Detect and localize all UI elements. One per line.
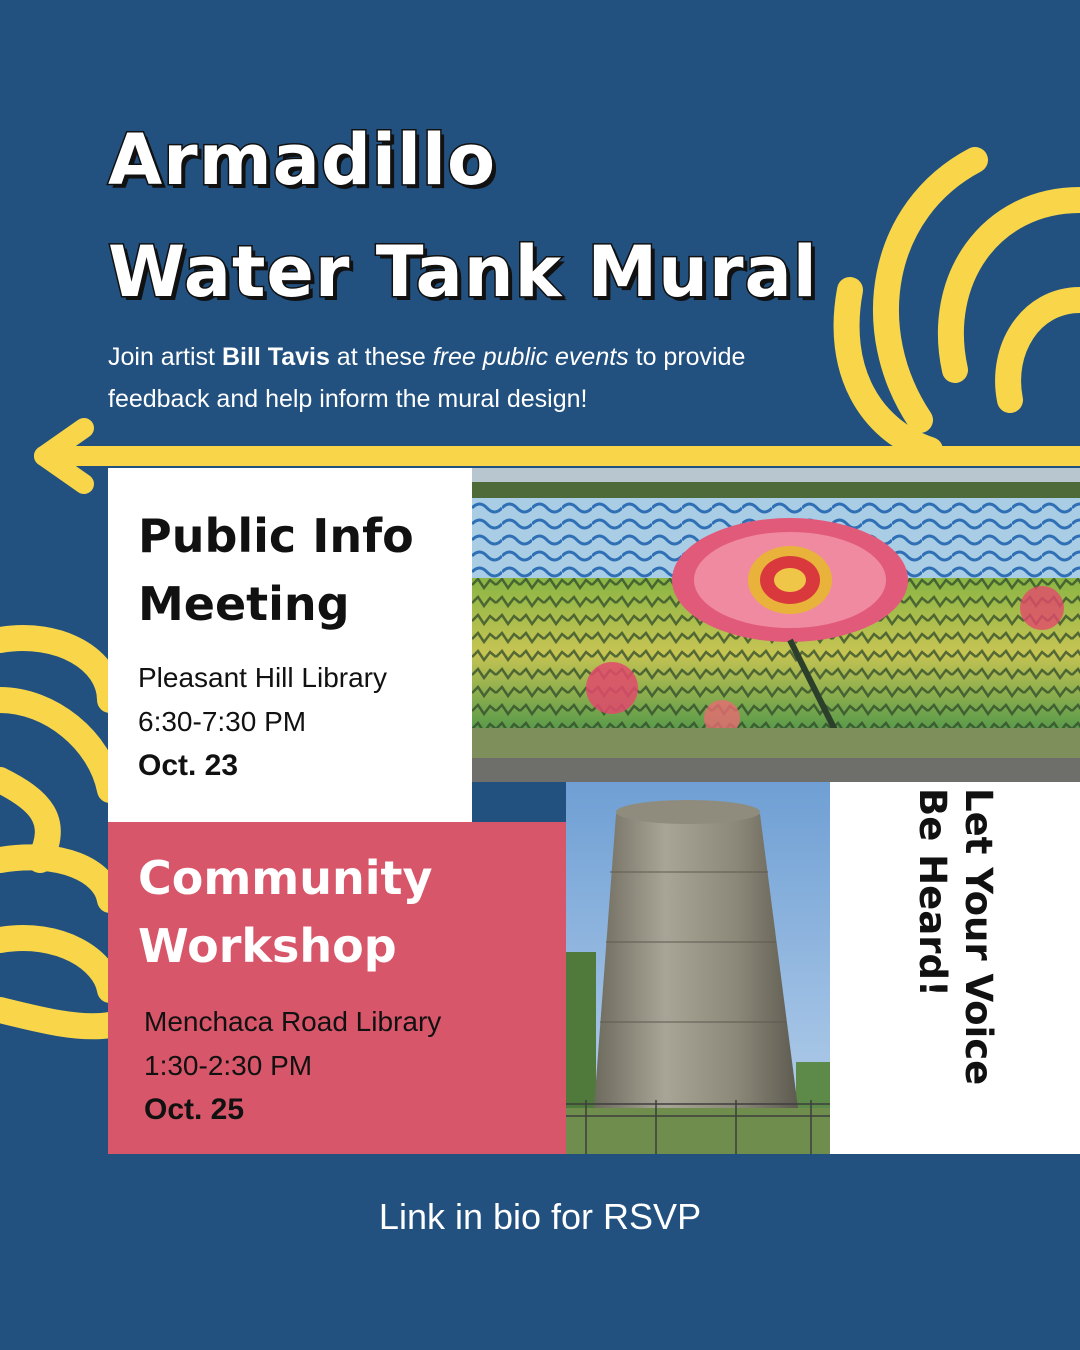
event-time: 6:30-7:30 PM <box>138 706 307 737</box>
intro-text <box>108 336 828 420</box>
rsvp-link-text: Link in bio for RSVP <box>378 1196 702 1237</box>
flower-mural-photo <box>472 468 1080 782</box>
event-details <box>144 1000 441 1132</box>
artist-name: Bill Tavis <box>221 343 330 371</box>
event-card-info-meeting <box>108 468 472 822</box>
intro-suffix: to provide feedback and help inform the mural design! <box>108 343 746 413</box>
callout-box <box>830 782 1080 1154</box>
swirl-left-icon <box>0 638 110 1026</box>
callout-line-1: Let Your Voice <box>957 788 1000 1086</box>
event-title <box>138 502 414 638</box>
event-time: 1:30-2:30 PM <box>144 1050 313 1081</box>
event-date: Oct. 25 <box>144 1093 245 1126</box>
swirl-top-right-icon <box>847 160 1080 450</box>
event-date: Oct. 23 <box>138 749 239 782</box>
event-location: Pleasant Hill Library <box>138 662 387 693</box>
event-title-line-2: Meeting <box>138 577 350 631</box>
page-title <box>108 104 818 328</box>
event-details <box>138 656 387 788</box>
title-line-1: Armadillo <box>108 119 497 201</box>
intro-emphasis: free public events <box>432 343 629 371</box>
event-card-workshop <box>108 822 566 1154</box>
event-location: Menchaca Road Library <box>144 1006 442 1037</box>
callout-line-2: Be Heard! <box>911 788 954 997</box>
tank-image <box>566 782 830 1154</box>
title-line-2: Water Tank Mural <box>108 231 818 313</box>
event-title-line-1: Community <box>138 851 433 905</box>
intro-prefix: Join artist <box>108 343 222 371</box>
event-title-line-1: Public Info <box>138 509 414 563</box>
event-title <box>138 844 432 980</box>
intro-middle: at these <box>329 343 433 371</box>
concrete-water-tank-photo <box>566 782 830 1154</box>
callout-text <box>909 788 1001 1148</box>
event-title-line-2: Workshop <box>138 919 397 973</box>
mural-image <box>472 468 1080 782</box>
